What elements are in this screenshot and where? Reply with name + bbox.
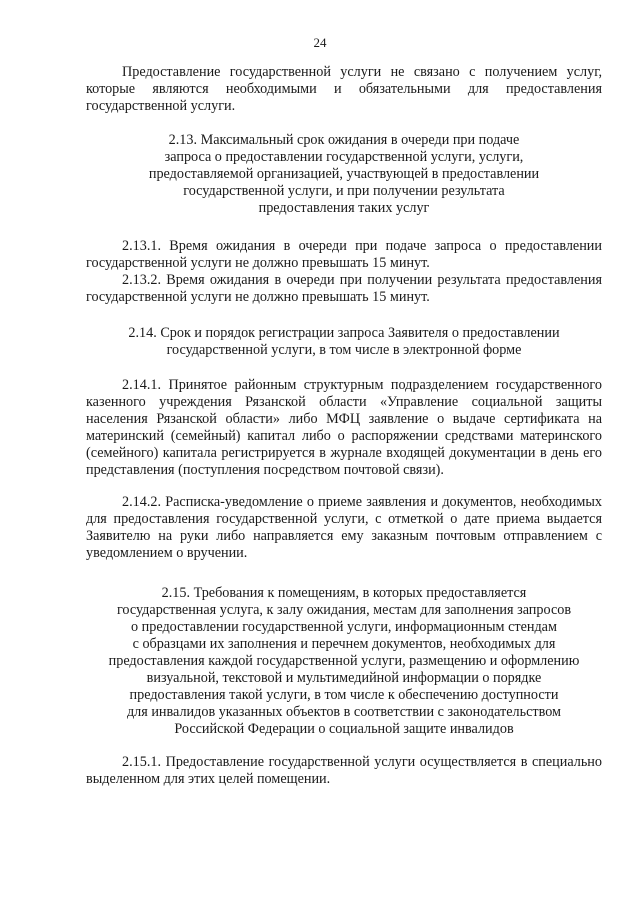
- heading-line: предоставления такой услуги, в том числе к обеспечению доступности: [129, 687, 559, 703]
- paragraph-2-14-2: 2.14.2. Расписка-уведомление о приеме заявления и документов, необходимых для предоставления государственной услуги, с отметкой о дате приема выдается Заявителю на руки либо направляется ему заказным почтовым отправлением с уведомлением о вручении.: [86, 494, 602, 561]
- heading-line: предоставляемой организацией, участвующей в предоставлении: [148, 166, 540, 182]
- paragraph-2-14-1: 2.14.1. Принятое районным структурным подразделением государственного казенного учреждения Рязанской области «Управление социальной защиты населения Рязанской области» либо МФЦ заявление о выдаче сертификата на материнский (семейный) капитал либо о распоряжении средствами материнского (семейного) капитала регистрируется в журнале входящей документации в день его представления (поступления посредством почтовой связи).: [86, 377, 602, 478]
- paragraph-2-13-1: 2.13.1. Время ожидания в очереди при подаче запроса о предоставлении государственной услуги не должно превышать 15 минут.: [86, 238, 602, 271]
- heading-line: государственной услуги, в том числе в электронной форме: [166, 342, 522, 358]
- heading-2-15: [86, 585, 602, 738]
- paragraph-2-15-1: 2.15.1. Предоставление государственной услуги осуществляется в специально выделенном для этих целей помещении.: [86, 754, 602, 787]
- heading-line: для инвалидов указанных объектов в соответствии с законодательством: [126, 704, 562, 720]
- heading-line: запроса о предоставлении государственной услуги, услуги,: [164, 149, 524, 165]
- heading-line: 2.14. Срок и порядок регистрации запроса Заявителя о предоставлении: [128, 325, 560, 341]
- paragraph-2-13-2: 2.13.2. Время ожидания в очереди при получении результата предоставления государственной услуги не должно превышать 15 минут.: [86, 272, 602, 305]
- heading-line: предоставления таких услуг: [258, 200, 430, 216]
- heading-line: визуальной, текстовой и мультимедийной информации о порядке: [146, 670, 542, 686]
- heading-2-13: [86, 132, 602, 217]
- heading-line: предоставления каждой государственной услуги, размещению и оформлению: [108, 653, 580, 669]
- page-number: 24: [313, 35, 327, 50]
- heading-line: 2.15. Требования к помещениям, в которых предоставляется: [161, 585, 527, 601]
- paragraph-services-not-related: Предоставление государственной услуги не связано с получением услуг, которые являются необходимыми и обязательными для предоставления государственной услуги.: [86, 64, 602, 114]
- heading-line: государственная услуга, к залу ожидания, местам для заполнения запросов: [116, 602, 572, 618]
- heading-line: 2.13. Максимальный срок ожидания в очереди при подаче: [168, 132, 520, 148]
- heading-2-14: [86, 325, 602, 359]
- heading-line: о предоставлении государственной услуги, информационным стендам: [131, 619, 557, 635]
- heading-line: государственной услуги, и при получении результата: [183, 183, 505, 199]
- heading-line: с образцами их заполнения и перечнем документов, необходимых для: [132, 636, 556, 652]
- heading-line: Российской Федерации о социальной защите инвалидов: [174, 721, 514, 737]
